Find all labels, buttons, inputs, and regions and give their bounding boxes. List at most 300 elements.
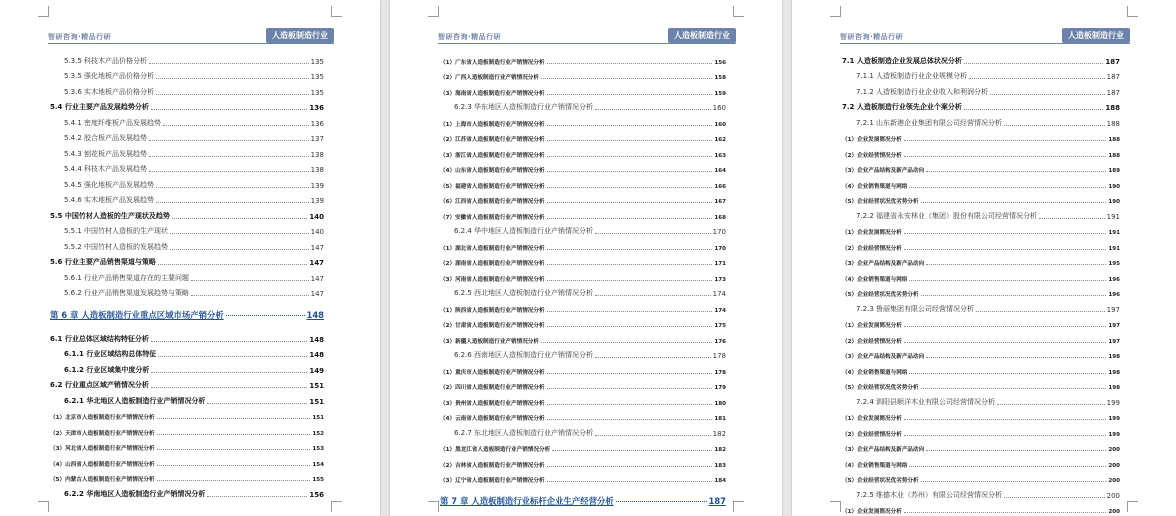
toc-dot-leader [616,500,707,502]
toc-page-number: 140 [309,212,324,221]
toc-entry[interactable] [440,112,726,128]
toc-dot-leader [595,356,711,358]
toc-dot-leader [191,294,309,296]
toc-dot-leader [170,248,309,250]
toc-dot-leader [904,325,1106,327]
toc-entry[interactable] [50,421,324,437]
toc-entry-title: 6.2 行业重点区域产销情况分析 [50,381,149,389]
toc-dot-leader [226,314,305,316]
toc-entry[interactable] [50,359,324,375]
toc-entry-title: 5.4.3 刨花板产品发展趋势 [64,149,148,158]
header-industry-badge: 人造板制造行业 [668,28,736,43]
toc-dot-leader [1004,496,1105,498]
toc-entry[interactable] [842,236,1120,252]
toc-entry-title: （3）新疆人造板制造行业产销情况分析 [440,338,539,345]
toc-dot-leader [547,124,713,126]
toc-dot-leader [595,294,711,296]
toc-entry[interactable] [50,81,324,97]
document-page-2 [390,0,782,516]
toc-dot-leader [151,371,307,373]
toc-entry[interactable] [440,143,726,159]
toc-entry[interactable] [440,283,726,299]
toc-dot-leader [904,341,1106,343]
toc-entry-title: （2）企业经营情况分析 [842,338,902,345]
toc-dot-leader [926,263,1106,265]
toc-entry-title: （1）企业发展简况分析 [842,416,902,422]
crop-mark [38,501,49,512]
toc-page-number: 196 [1108,292,1120,298]
toc-page-number: 187 [1106,73,1120,81]
toc-entry-title: （2）甘肃省人造板制造行业产销情况分析 [440,323,545,329]
toc-entry-title: 6.1.1 行业区域结构总体特征 [64,350,157,358]
toc-entry[interactable] [50,437,324,453]
toc-dot-leader [969,77,1105,79]
toc-entry[interactable] [440,329,726,345]
toc-dot-leader [909,279,1106,281]
toc-dot-leader [547,93,713,95]
crop-mark [428,501,439,512]
toc-page-number: 136 [310,119,324,128]
toc-entry-title: （3）辽宁省人造板制造行业产销情况分析 [440,478,545,484]
toc-dot-leader [156,201,309,203]
toc-dot-leader [909,465,1106,467]
toc-page-number: 198 [1108,369,1120,376]
toc-dot-leader [909,186,1106,188]
toc-entry-title: （5）企业经营状况优劣势分析 [842,292,919,298]
toc-entry[interactable] [842,190,1120,206]
toc-page-number: 191 [1108,230,1120,236]
crop-mark [38,6,49,17]
toc-page-number: 158 [714,75,726,81]
toc-entry-title: 6.2.3 华东地区人造板制造行业产销情况分析 [454,103,594,111]
toc-entry-title: 7.1.2 人造板制造行业企业收入和利润分析 [856,87,989,96]
toc-page-number: 197 [1108,338,1120,345]
toc-page-number: 180 [714,400,726,407]
toc-entry[interactable] [842,453,1120,469]
toc-page-number: 148 [309,335,324,344]
toc-entry[interactable] [440,391,726,407]
toc-entry-title: （4）云南省人造板制造行业产销情况分析 [440,416,545,422]
toc-entry[interactable] [440,298,726,314]
toc-page-number: 174 [714,307,726,314]
toc-dot-leader [547,418,713,420]
toc-dot-leader [547,217,713,219]
toc-list [842,50,1120,515]
toc-entry[interactable] [50,143,324,159]
toc-page-number: 140 [310,228,324,236]
toc-dot-leader [170,232,309,234]
toc-entry-title: 5.4.2 胶合板产品发展趋势 [64,134,148,142]
toc-entry[interactable] [842,422,1120,438]
toc-entry-title: 7.2 人造板制造行业领先企业个案分析 [842,103,962,111]
document-page-3 [792,0,1176,516]
toc-entry-title: （6）江西省人造板制造行业产销情况分析 [440,199,545,205]
toc-entry-title: 5.6.2 行业产品销售渠道发展趋势与策略 [64,289,190,297]
toc-entry[interactable] [440,66,726,82]
toc-entry-title: （4）企业销售渠道与网络 [842,369,908,376]
toc-entry[interactable] [842,360,1120,376]
toc-page-number: 200 [1108,462,1120,469]
toc-entry-title: （3）浙江省人造板制造行业产销情况分析 [440,152,545,159]
toc-entry[interactable] [50,112,324,128]
toc-page-number: 151 [309,382,324,390]
toc-page-number: 187 [1105,57,1120,66]
toc-entry-title: 5.6 行业主要产品销售渠道与策略 [50,258,156,266]
toc-dot-leader [904,511,1106,513]
toc-dot-leader [207,495,307,497]
crop-mark [331,501,342,512]
toc-dot-leader [156,93,309,95]
toc-page-number: 168 [714,214,726,221]
toc-page-number: 184 [714,478,726,484]
toc-entry-title: 6.2.6 西南地区人造板制造行业产销情况分析 [454,351,594,359]
toc-entry-title: 5.4.6 实木地板产品发展趋势 [64,196,155,204]
page-header [438,26,736,44]
toc-page-number: 196 [1108,276,1120,283]
toc-entry[interactable] [440,422,726,438]
toc-page-number: 138 [310,166,324,174]
toc-entry[interactable] [842,97,1120,113]
toc-entry[interactable] [50,236,324,252]
toc-page-number: 182 [714,447,726,453]
toc-dot-leader [926,449,1106,451]
toc-page-number: 135 [310,88,324,97]
toc-page-number: 188 [1108,137,1120,143]
toc-dot-leader [997,403,1105,405]
toc-entry[interactable] [440,159,726,175]
toc-entry[interactable] [842,283,1120,299]
toc-entry-title: 5.4.1 密度纤维板产品发展趋势 [64,118,162,127]
toc-entry[interactable] [50,221,324,237]
toc-entry-title: （2）吉林省人造板制造行业产销情况分析 [440,462,545,469]
toc-page-number: 164 [714,168,726,174]
toc-entry[interactable] [842,298,1120,314]
toc-page-number: 153 [312,446,324,452]
toc-page-number: 159 [714,90,726,97]
toc-entry[interactable] [50,483,324,499]
toc-entry-title: （1）湖北省人造板制造行业产销情况分析 [440,245,545,252]
document-page-1 [0,0,380,516]
crop-mark [331,6,342,17]
toc-entry[interactable] [50,375,324,391]
toc-dot-leader [547,387,713,389]
toc-entry[interactable] [842,81,1120,97]
toc-entry[interactable] [440,97,726,113]
toc-page-number: 200 [1108,447,1120,453]
toc-dot-leader [964,108,1104,110]
toc-dot-leader [207,402,307,404]
toc-entry[interactable] [440,252,726,268]
toc-dot-leader [547,263,713,265]
toc-entry-title: （7）安徽省人造板制造行业产销情况分析 [440,214,545,221]
toc-entry-title: （2）天津市人造板制造行业产销情况分析 [50,430,155,437]
toc-dot-leader [921,480,1107,482]
toc-entry[interactable] [50,190,324,206]
toc-page-number: 199 [1108,431,1120,438]
toc-entry[interactable] [842,143,1120,159]
toc-entry[interactable] [440,438,726,454]
page-header [840,26,1130,44]
toc-dot-leader [926,356,1106,358]
toc-entry[interactable] [842,329,1120,345]
toc-dot-leader [547,465,713,467]
toc-entry[interactable] [50,205,324,221]
toc-page-number: 147 [310,243,324,252]
toc-entry-title: 6.2.1 华北地区人造板制造行业产销情况分析 [64,396,206,405]
toc-page-number: 148 [306,310,324,320]
toc-entry[interactable] [440,267,726,283]
toc-page-number: 187 [1106,88,1120,97]
toc-page-number: 190 [1108,183,1120,190]
toc-entry[interactable] [842,314,1120,330]
toc-page-number: 137 [310,135,324,143]
toc-entry[interactable] [440,360,726,376]
toc-dot-leader [547,325,713,327]
toc-entry-title: 6.2.4 华中地区人造板制造行业产销情况分析 [454,227,594,235]
toc-page-number: 178 [714,369,726,376]
header-brand-text: 智研咨询·精品行研 [840,33,904,41]
toc-entry[interactable] [842,376,1120,392]
toc-entry[interactable] [842,66,1120,82]
toc-entry[interactable] [842,469,1120,485]
toc-entry[interactable] [440,128,726,144]
toc-dot-leader [149,62,309,64]
toc-entry[interactable] [50,159,324,175]
toc-page-number: 189 [1108,168,1120,174]
toc-entry[interactable] [440,81,726,97]
toc-entry-title: （3）贵州省人造板制造行业产销情况分析 [440,400,545,407]
header-rule [840,43,1130,44]
toc-dot-leader [541,341,712,343]
toc-entry[interactable] [440,174,726,190]
toc-chapter-link[interactable] [50,302,324,328]
toc-dot-leader [595,232,711,234]
toc-dot-leader [904,232,1106,234]
toc-entry[interactable] [440,407,726,423]
toc-dot-leader [156,186,309,188]
toc-entry-title: 5.3.5 强化地板产品价格分析 [64,72,155,80]
toc-entry-title: （5）福建省人造板制造行业产销情况分析 [440,183,545,190]
toc-entry-title: （4）山东省人造板制造行业产销情况分析 [440,168,545,174]
toc-dot-leader [547,403,713,405]
toc-entry[interactable] [842,267,1120,283]
toc-page-number: 148 [309,351,324,359]
toc-dot-leader [552,449,712,451]
toc-entry[interactable] [842,345,1120,361]
toc-entry-title: （1）黑龙江省人造板制造行业产销情况分析 [440,447,551,453]
toc-entry[interactable] [842,50,1120,66]
toc-entry-title: 6.2.5 西北地区人造板制造行业产销情况分析 [454,289,594,297]
toc-entry[interactable] [440,376,726,392]
toc-dot-leader [151,340,308,342]
toc-entry[interactable] [440,314,726,330]
toc-entry[interactable] [440,469,726,485]
toc-entry-title: 7.2.4 泗阳县顺洋木业有限公司经营情况分析 [856,397,996,406]
toc-page-number: 162 [714,137,726,143]
toc-page-number: 179 [714,385,726,391]
toc-entry[interactable] [842,391,1120,407]
toc-entry[interactable] [842,252,1120,268]
toc-entry[interactable] [842,500,1120,516]
toc-entry-title: （5）企业经营状况优劣势分析 [842,478,919,484]
toc-entry-title: （4）企业销售渠道与网络 [842,462,908,469]
toc-entry[interactable] [842,407,1120,423]
toc-entry-title: （2）企业经营情况分析 [842,431,902,438]
toc-dot-leader [158,263,308,265]
toc-page-number: 173 [714,276,726,283]
toc-dot-leader [151,386,308,388]
toc-entry-title: （1）企业发展简况分析 [842,230,902,236]
toc-dot-leader [904,434,1106,436]
toc-entry[interactable] [50,267,324,283]
toc-dot-leader [547,310,713,312]
toc-entry[interactable] [842,128,1120,144]
toc-entry-title: （3）企业产品结构及新产品动向 [842,447,925,453]
toc-entry[interactable] [50,66,324,82]
toc-dot-leader [163,124,309,126]
toc-dot-leader [149,139,309,141]
toc-entry-title: （3）企业产品结构及新产品动向 [842,354,925,360]
toc-entry[interactable] [440,345,726,361]
toc-entry-title: （1）重庆市人造板制造行业产销情况分析 [440,369,545,376]
toc-page-number: 182 [712,429,726,438]
toc-dot-leader [904,139,1106,141]
toc-chapter-link[interactable] [440,488,726,514]
toc-entry[interactable] [842,174,1120,190]
toc-entry[interactable] [50,406,324,422]
toc-entry-title: （3）河南省人造板制造行业产销情况分析 [440,276,545,283]
toc-page-number: 160 [714,121,726,128]
toc-entry[interactable] [842,438,1120,454]
toc-entry-title: 7.1 人造板制造企业发展总体状况分析 [842,56,962,65]
toc-entry[interactable] [440,205,726,221]
toc-page-number: 174 [712,290,726,298]
toc-page-number: 178 [712,352,726,360]
toc-entry[interactable] [50,128,324,144]
toc-entry-title: 5.4 行业主要产品发展趋势分析 [50,103,149,111]
toc-entry[interactable] [50,50,324,66]
toc-entry[interactable] [440,50,726,66]
toc-dot-leader [151,108,308,110]
toc-page-number: 160 [712,104,726,112]
toc-entry[interactable] [50,97,324,113]
toc-entry[interactable] [50,328,324,344]
toc-dot-leader [921,294,1107,296]
toc-page-number: 183 [714,462,726,469]
toc-page-number: 149 [309,366,324,375]
toc-entry-title: （3）企业产品结构及新产品动向 [842,261,925,267]
toc-page-number: 152 [312,430,324,437]
toc-dot-leader [547,170,713,172]
toc-page-number: 156 [309,490,324,499]
toc-dot-leader [595,108,711,110]
toc-entry[interactable] [842,221,1120,237]
toc-entry[interactable] [440,221,726,237]
toc-entry-title: （2）广西人造板制造行业产销情况分析 [440,75,539,81]
toc-dot-leader [157,464,311,466]
toc-entry-title: （5）企业经营状况优劣势分析 [842,199,919,205]
toc-page-number: 154 [312,461,324,468]
toc-page-number: 191 [1106,212,1120,221]
toc-dot-leader [904,248,1106,250]
toc-dot-leader [904,418,1106,420]
toc-entry-title: （1）企业发展简况分析 [842,323,902,329]
toc-page-number: 147 [310,274,324,283]
crop-mark [428,6,439,17]
toc-entry-title: 6.2.2 华南地区人造板制造行业产销情况分析 [64,489,206,498]
toc-entry[interactable] [842,484,1120,500]
toc-entry[interactable] [842,159,1120,175]
header-brand-text: 智研咨询·精品行研 [438,33,502,41]
toc-page-number: 181 [714,416,726,422]
toc-entry-title: 5.5.2 中国竹材人造板的发展趋势 [64,242,169,251]
toc-entry-title: 5.4.5 强化地板产品发展趋势 [64,180,155,189]
header-brand-text: 智研咨询·精品行研 [48,33,112,41]
toc-dot-leader [964,62,1104,64]
toc-page-number: 166 [714,183,726,190]
toc-page-number: 151 [312,415,324,421]
toc-dot-leader [976,310,1105,312]
toc-dot-leader [904,155,1106,157]
toc-entry[interactable] [50,390,324,406]
toc-entry[interactable] [440,453,726,469]
toc-entry[interactable] [50,452,324,468]
toc-entry[interactable] [50,283,324,299]
toc-entry[interactable] [50,344,324,360]
toc-entry-title: （3）海南省人造板制造行业产销情况分析 [440,90,545,97]
toc-entry-title: 5.3.5 科技木产品价格分析 [64,56,148,65]
toc-dot-leader [921,201,1107,203]
toc-page-number: 176 [714,338,726,345]
toc-dot-leader [156,77,309,79]
toc-entry-title: （4）企业销售渠道与网络 [842,183,908,190]
toc-entry[interactable] [440,190,726,206]
toc-entry[interactable] [440,236,726,252]
toc-entry-title: （2）湖南省人造板制造行业产销情况分析 [440,261,545,267]
toc-entry-title: （4）山西省人造板制造行业产销情况分析 [50,461,155,468]
toc-dot-leader [547,201,713,203]
toc-entry[interactable] [50,468,324,484]
toc-dot-leader [547,279,713,281]
toc-dot-leader [157,433,311,435]
toc-entry-title: （3）河北省人造板制造行业产销情况分析 [50,446,155,452]
toc-entry-title: （4）企业销售渠道与网络 [842,276,908,283]
toc-entry-title: （1）上海市人造板制造行业产销情况分析 [440,121,545,128]
toc-page-number: 188 [1106,119,1120,128]
toc-entry[interactable] [842,112,1120,128]
toc-entry-title: 7.2.3 鲁丽集团有限公司经营情况分析 [856,304,975,313]
toc-dot-leader [541,77,712,79]
toc-page-number: 199 [1106,398,1120,407]
toc-entry-title: 第 6 章 人造板制造行业重点区域市场产销分析 [50,310,224,320]
toc-page-number: 198 [1108,385,1120,391]
toc-page-number: 147 [309,259,324,267]
toc-entry[interactable] [50,174,324,190]
toc-page-number: 139 [310,181,324,190]
header-industry-badge: 人造板制造行业 [266,28,334,43]
toc-entry-title: （1）广东省人造板制造行业产销情况分析 [440,59,545,66]
toc-entry[interactable] [50,252,324,268]
toc-entry-title: 第 7 章 人造板制造行业标杆企业生产经营分析 [440,496,614,506]
toc-entry[interactable] [842,205,1120,221]
toc-entry-title: 6.1 行业总体区域结构特征分析 [50,334,149,343]
header-rule [48,43,334,44]
toc-dot-leader [909,372,1106,374]
toc-entry-title: （1）北京市人造板制造行业产销情况分析 [50,415,155,421]
toc-dot-leader [926,170,1106,172]
crop-mark [830,501,841,512]
toc-entry-title: （2）江苏省人造板制造行业产销情况分析 [440,137,545,143]
